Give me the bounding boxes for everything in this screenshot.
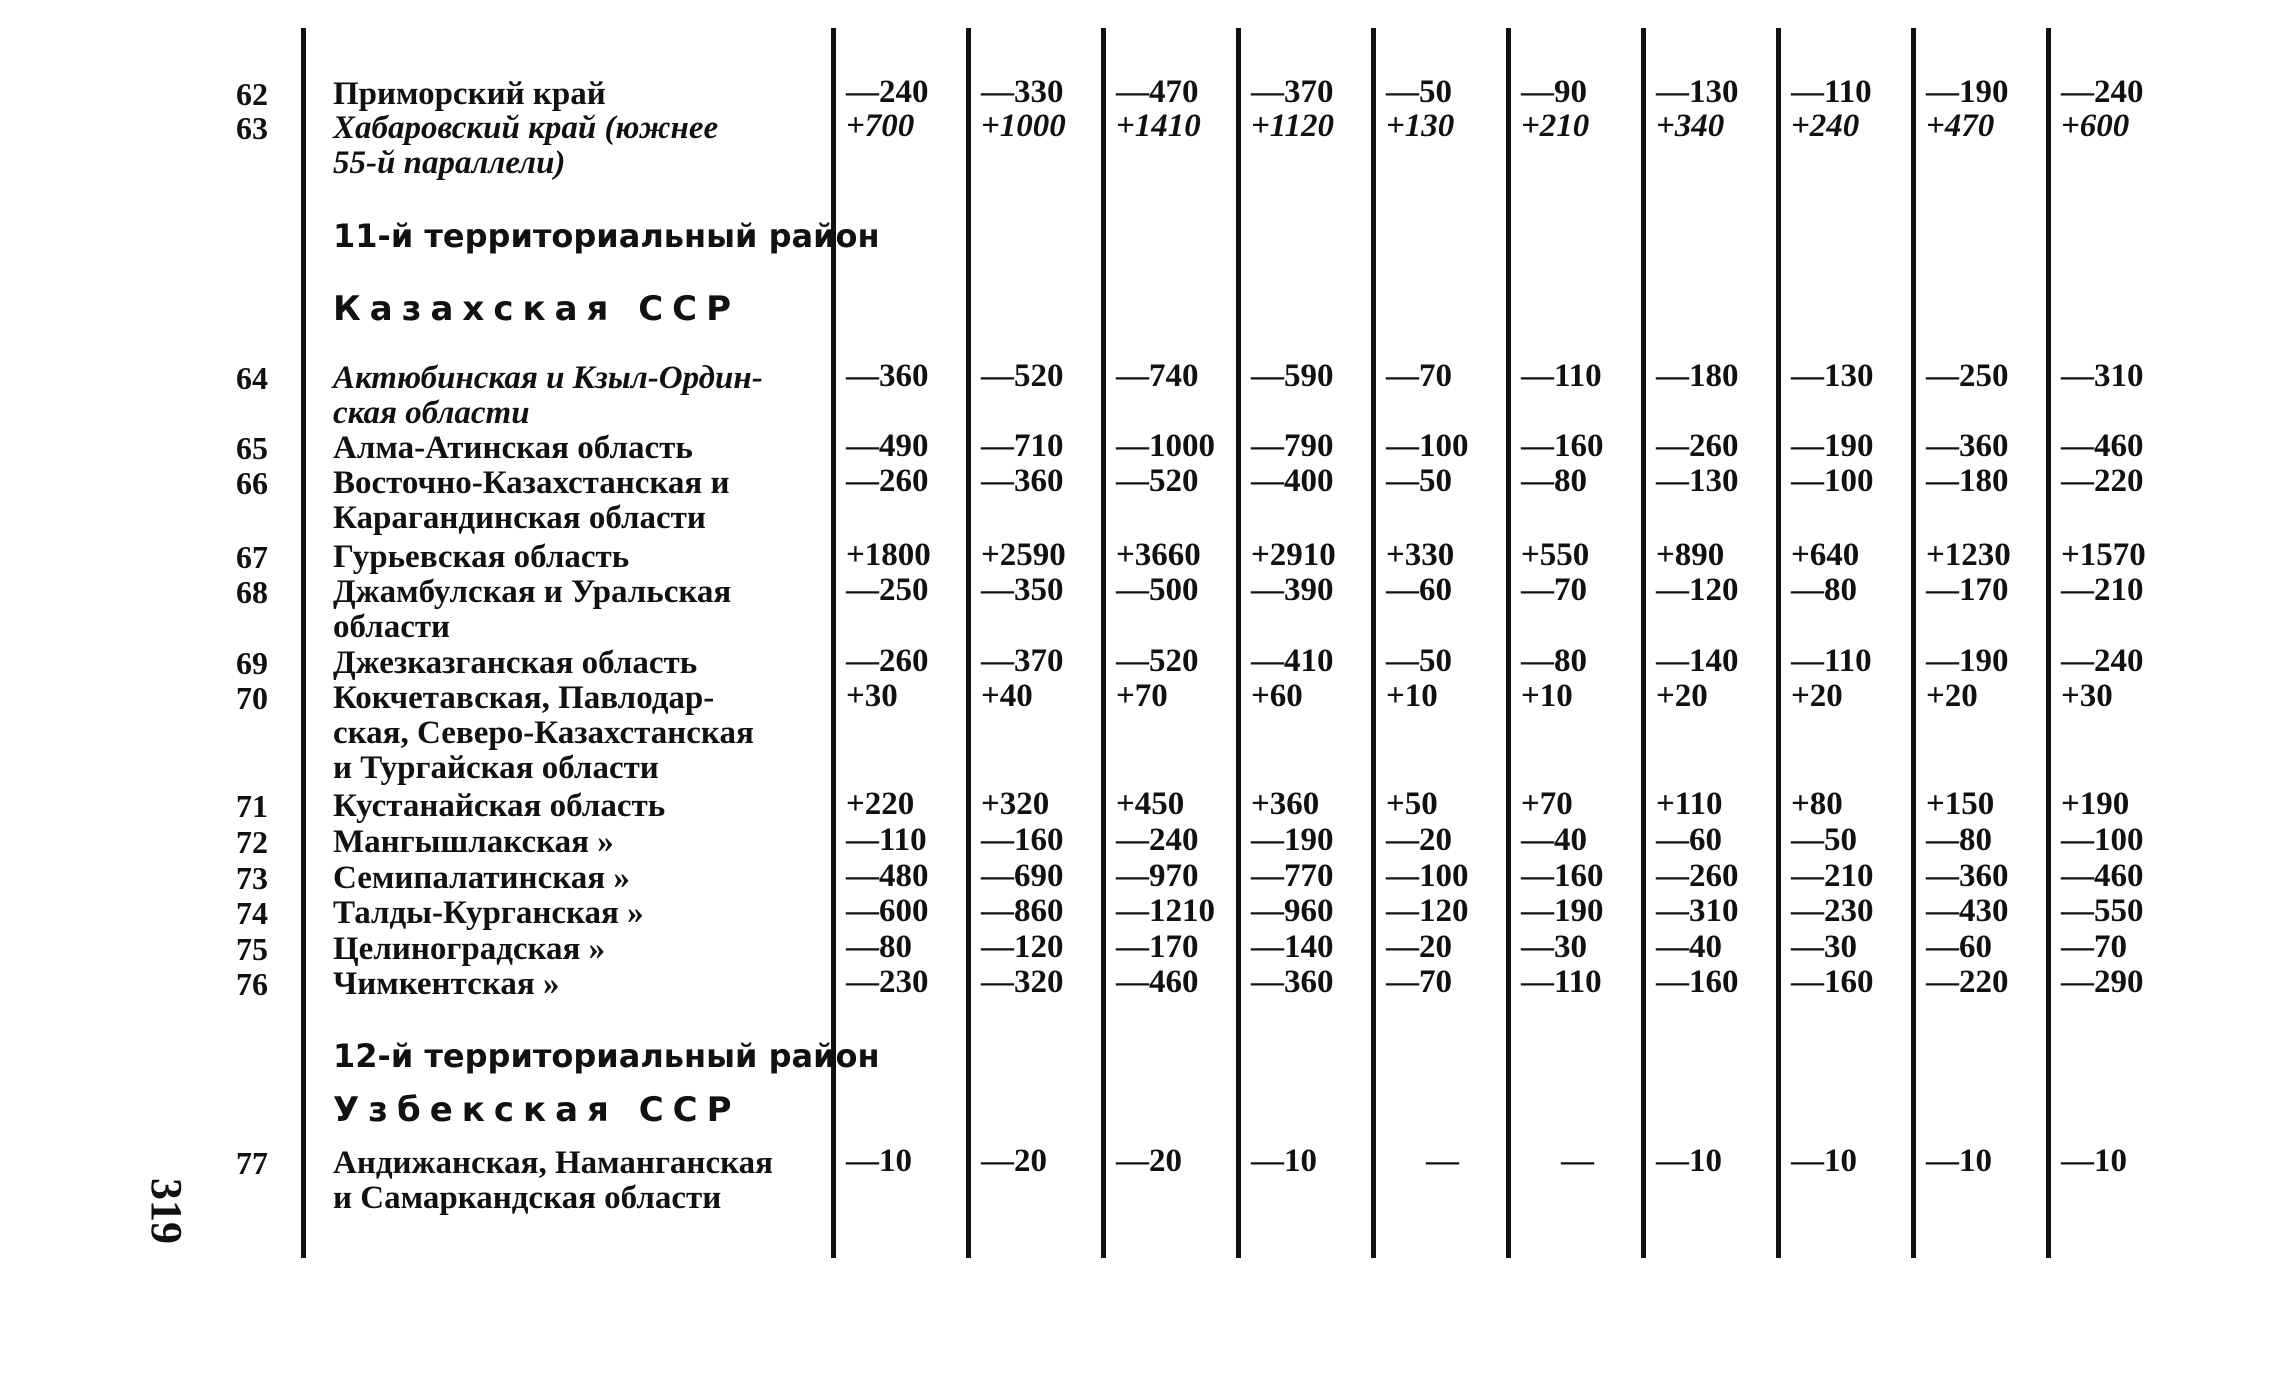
region-name-line: 55-й параллели) xyxy=(333,145,566,181)
column-rule xyxy=(1506,28,1511,1258)
table-cell: —100 xyxy=(2061,822,2144,858)
table-cell: —220 xyxy=(1926,964,2009,1000)
table-cell: —360 xyxy=(1926,858,2009,894)
table-cell: —250 xyxy=(1926,358,2009,394)
table-cell: —60 xyxy=(1386,572,1452,608)
region-name-line: Карагандинская области xyxy=(333,500,706,536)
table-cell: —80 xyxy=(1521,463,1587,499)
row-number: 73 xyxy=(236,860,268,896)
region-name-line: области xyxy=(333,609,451,645)
table-cell: —500 xyxy=(1116,572,1199,608)
table-cell: +700 xyxy=(846,108,915,144)
table-cell: —80 xyxy=(1521,643,1587,679)
row-number: 64 xyxy=(236,360,268,396)
row-number: 69 xyxy=(236,645,268,681)
table-cell: +190 xyxy=(2061,786,2130,822)
table-cell: —30 xyxy=(1791,929,1857,965)
table-cell: —100 xyxy=(1791,463,1874,499)
table-cell: —260 xyxy=(1656,858,1739,894)
table-cell: +30 xyxy=(846,678,898,714)
table-cell: —170 xyxy=(1116,929,1199,965)
region-name-line: Андижанская, Наманганская xyxy=(333,1145,773,1181)
table-cell: —110 xyxy=(1521,964,1602,1000)
table-cell: —320 xyxy=(981,964,1064,1000)
table-cell: —70 xyxy=(1386,358,1452,394)
region-name-line: Хабаровский край (южнее xyxy=(333,110,719,146)
table-cell: +600 xyxy=(2061,108,2130,144)
table-cell: —60 xyxy=(1656,822,1722,858)
table-cell: —460 xyxy=(2061,858,2144,894)
table-cell: —240 xyxy=(1116,822,1199,858)
table-cell: —360 xyxy=(981,463,1064,499)
table-cell: —210 xyxy=(1791,858,1874,894)
table-cell: +130 xyxy=(1386,108,1455,144)
table-cell: —50 xyxy=(1791,822,1857,858)
table-cell: —10 xyxy=(2061,1143,2127,1179)
republic-heading: Казахская ССР xyxy=(333,289,741,329)
table-cell: —140 xyxy=(1656,643,1739,679)
table-cell: +70 xyxy=(1116,678,1168,714)
table-cell: +450 xyxy=(1116,786,1185,822)
row-number: 71 xyxy=(236,788,268,824)
row-number: 77 xyxy=(236,1145,268,1181)
region-name-line: ская области xyxy=(333,395,530,431)
republic-heading: Узбекская ССР xyxy=(333,1090,741,1130)
table-cell: —520 xyxy=(1116,463,1199,499)
table-cell: —110 xyxy=(846,822,927,858)
table-cell: —490 xyxy=(846,428,929,464)
table-cell: —290 xyxy=(2061,964,2144,1000)
table-cell: —160 xyxy=(1521,858,1604,894)
table-cell: —50 xyxy=(1386,74,1452,110)
row-number: 62 xyxy=(236,76,268,112)
table-cell: —80 xyxy=(846,929,912,965)
row-number: 66 xyxy=(236,465,268,501)
table-cell: —160 xyxy=(981,822,1064,858)
table-cell: —170 xyxy=(1926,572,2009,608)
region-name-line: Целиноградская » xyxy=(333,931,606,967)
district-heading: 12-й территориальный район xyxy=(333,1037,880,1075)
table-cell: —360 xyxy=(1251,964,1334,1000)
table-cell: —40 xyxy=(1656,929,1722,965)
table-cell: —970 xyxy=(1116,858,1199,894)
table-cell: —480 xyxy=(846,858,929,894)
table-cell: —110 xyxy=(1791,74,1872,110)
region-name-line: Кокчетавская, Павлодар- xyxy=(333,680,715,716)
table-cell: —180 xyxy=(1656,358,1739,394)
table-cell: —210 xyxy=(2061,572,2144,608)
table-cell: —100 xyxy=(1386,428,1469,464)
table-cell: —120 xyxy=(1386,893,1469,929)
table-cell: —960 xyxy=(1251,893,1334,929)
table-cell: —190 xyxy=(1926,643,2009,679)
row-number: 75 xyxy=(236,931,268,967)
table-cell: +110 xyxy=(1656,786,1723,822)
table-cell: —310 xyxy=(2061,358,2144,394)
table-cell: —1210 xyxy=(1116,893,1215,929)
table-cell: —70 xyxy=(1521,572,1587,608)
table-cell: —260 xyxy=(846,643,929,679)
table-cell: —130 xyxy=(1656,74,1739,110)
table-cell: —590 xyxy=(1251,358,1334,394)
row-number: 72 xyxy=(236,824,268,860)
table-cell: —10 xyxy=(1656,1143,1722,1179)
table-cell: —20 xyxy=(1116,1143,1182,1179)
table-cell: —120 xyxy=(1656,572,1739,608)
region-name-line: Кустанайская область xyxy=(333,788,666,824)
column-rule xyxy=(1371,28,1376,1258)
table-cell: —240 xyxy=(2061,643,2144,679)
table-cell: —50 xyxy=(1386,463,1452,499)
table-cell: —10 xyxy=(1926,1143,1992,1179)
row-number: 65 xyxy=(236,430,268,466)
region-name-line: Алма-Атинская область xyxy=(333,430,693,466)
table-cell: —260 xyxy=(846,463,929,499)
table-cell: —260 xyxy=(1656,428,1739,464)
table-cell: —310 xyxy=(1656,893,1739,929)
table-cell: —190 xyxy=(1521,893,1604,929)
table-cell: +20 xyxy=(1926,678,1978,714)
table-cell: —360 xyxy=(846,358,929,394)
region-name-line: Гурьевская область xyxy=(333,539,630,575)
column-rule xyxy=(966,28,971,1258)
column-rule xyxy=(1911,28,1916,1258)
table-cell: —190 xyxy=(1791,428,1874,464)
region-name-line: Джезказганская область xyxy=(333,645,698,681)
table-cell: —240 xyxy=(846,74,929,110)
table-cell: —20 xyxy=(1386,822,1452,858)
table-cell: —550 xyxy=(2061,893,2144,929)
table-cell: +3660 xyxy=(1116,537,1201,573)
table-cell: +470 xyxy=(1926,108,1995,144)
region-name-line: Мангышлакская » xyxy=(333,824,614,860)
table-cell: —430 xyxy=(1926,893,2009,929)
region-name-line: Джамбулская и Уральская xyxy=(333,574,732,610)
table-cell: —330 xyxy=(981,74,1064,110)
table-cell: +1410 xyxy=(1116,108,1201,144)
table-cell: —520 xyxy=(981,358,1064,394)
table-cell: +1800 xyxy=(846,537,931,573)
table-cell: —120 xyxy=(981,929,1064,965)
table-cell: +30 xyxy=(2061,678,2113,714)
row-number: 63 xyxy=(236,110,268,146)
table-cell: —50 xyxy=(1386,643,1452,679)
table-cell: —130 xyxy=(1791,358,1874,394)
table-cell: —10 xyxy=(846,1143,912,1179)
table-cell: —40 xyxy=(1521,822,1587,858)
table-cell: —160 xyxy=(1656,964,1739,1000)
table-cell: —460 xyxy=(2061,428,2144,464)
table-cell: +1230 xyxy=(1926,537,2011,573)
table-cell: — xyxy=(1426,1143,1459,1179)
table-cell: —80 xyxy=(1791,572,1857,608)
region-name-line: Восточно-Казахстанская и xyxy=(333,465,730,501)
region-name-line: Чимкентская » xyxy=(333,966,560,1002)
table-cell: —110 xyxy=(1521,358,1602,394)
table-cell: —690 xyxy=(981,858,1064,894)
table-cell: —370 xyxy=(1251,74,1334,110)
table-cell: +220 xyxy=(846,786,915,822)
column-rule xyxy=(2046,28,2051,1258)
table-cell: —710 xyxy=(981,428,1064,464)
region-name-line: Актюбинская и Кзыл-Ордин- xyxy=(333,360,763,396)
region-name-line: и Тургайская области xyxy=(333,750,659,786)
table-cell: +40 xyxy=(981,678,1033,714)
table-cell: +210 xyxy=(1521,108,1590,144)
table-cell: +20 xyxy=(1791,678,1843,714)
table-cell: —350 xyxy=(981,572,1064,608)
column-rule xyxy=(1776,28,1781,1258)
table-cell: —180 xyxy=(1926,463,2009,499)
table-cell: +80 xyxy=(1791,786,1843,822)
row-number: 68 xyxy=(236,574,268,610)
table-cell: +240 xyxy=(1791,108,1860,144)
table-cell: —520 xyxy=(1116,643,1199,679)
table-cell: +1120 xyxy=(1251,108,1334,144)
table-cell: +320 xyxy=(981,786,1050,822)
table-cell: —100 xyxy=(1386,858,1469,894)
table-cell: +2910 xyxy=(1251,537,1336,573)
table-cell: +1000 xyxy=(981,108,1066,144)
table-cell: +20 xyxy=(1656,678,1708,714)
table-cell: +360 xyxy=(1251,786,1320,822)
table-cell: —20 xyxy=(1386,929,1452,965)
table-cell: —860 xyxy=(981,893,1064,929)
table-cell: +10 xyxy=(1521,678,1573,714)
column-rule xyxy=(1641,28,1646,1258)
table-cell: +1570 xyxy=(2061,537,2146,573)
table-cell: —250 xyxy=(846,572,929,608)
table-cell: —30 xyxy=(1521,929,1587,965)
table-cell: +340 xyxy=(1656,108,1725,144)
table-cell: +10 xyxy=(1386,678,1438,714)
row-number: 67 xyxy=(236,539,268,575)
table-cell: —10 xyxy=(1791,1143,1857,1179)
table-cell: —190 xyxy=(1251,822,1334,858)
table-cell: —240 xyxy=(2061,74,2144,110)
table-cell: —370 xyxy=(981,643,1064,679)
table-cell: +890 xyxy=(1656,537,1725,573)
table-cell: +70 xyxy=(1521,786,1573,822)
row-number: 76 xyxy=(236,966,268,1002)
table-cell: —60 xyxy=(1926,929,1992,965)
district-heading: 11-й территориальный район xyxy=(333,217,880,255)
table-cell: —20 xyxy=(981,1143,1047,1179)
table-cell: —80 xyxy=(1926,822,1992,858)
table-cell: —790 xyxy=(1251,428,1334,464)
table-cell: —190 xyxy=(1926,74,2009,110)
row-number: 74 xyxy=(236,895,268,931)
column-rule xyxy=(301,28,306,1258)
table-cell: +50 xyxy=(1386,786,1438,822)
table-cell: —770 xyxy=(1251,858,1334,894)
table-cell: —10 xyxy=(1251,1143,1317,1179)
region-name-line: Приморский край xyxy=(333,76,606,112)
table-cell: —390 xyxy=(1251,572,1334,608)
table-cell: —70 xyxy=(2061,929,2127,965)
table-cell: —220 xyxy=(2061,463,2144,499)
table-cell: +330 xyxy=(1386,537,1455,573)
table-cell: — xyxy=(1561,1143,1594,1179)
table-cell: —600 xyxy=(846,893,929,929)
table-cell: —470 xyxy=(1116,74,1199,110)
page-number: 319 xyxy=(142,1178,191,1244)
table-cell: —1000 xyxy=(1116,428,1215,464)
table-cell: —230 xyxy=(1791,893,1874,929)
table-cell: —90 xyxy=(1521,74,1587,110)
region-name-line: Талды-Курганская » xyxy=(333,895,644,931)
table-cell: —110 xyxy=(1791,643,1872,679)
table-cell: +550 xyxy=(1521,537,1590,573)
table-cell: +60 xyxy=(1251,678,1303,714)
table-cell: —410 xyxy=(1251,643,1334,679)
table-cell: —160 xyxy=(1521,428,1604,464)
row-number: 70 xyxy=(236,680,268,716)
table-cell: —740 xyxy=(1116,358,1199,394)
table-cell: —360 xyxy=(1926,428,2009,464)
table-cell: +150 xyxy=(1926,786,1995,822)
table-cell: —70 xyxy=(1386,964,1452,1000)
table-cell: —400 xyxy=(1251,463,1334,499)
table-cell: —160 xyxy=(1791,964,1874,1000)
table-cell: +640 xyxy=(1791,537,1860,573)
table-cell: —140 xyxy=(1251,929,1334,965)
table-cell: —130 xyxy=(1656,463,1739,499)
table-cell: —230 xyxy=(846,964,929,1000)
region-name-line: Семипалатинская » xyxy=(333,860,630,896)
column-rule xyxy=(1236,28,1241,1258)
region-name-line: ская, Северо-Казахстанская xyxy=(333,715,754,751)
table-cell: +2590 xyxy=(981,537,1066,573)
region-name-line: и Самаркандская области xyxy=(333,1180,722,1216)
table-cell: —460 xyxy=(1116,964,1199,1000)
column-rule xyxy=(1101,28,1106,1258)
